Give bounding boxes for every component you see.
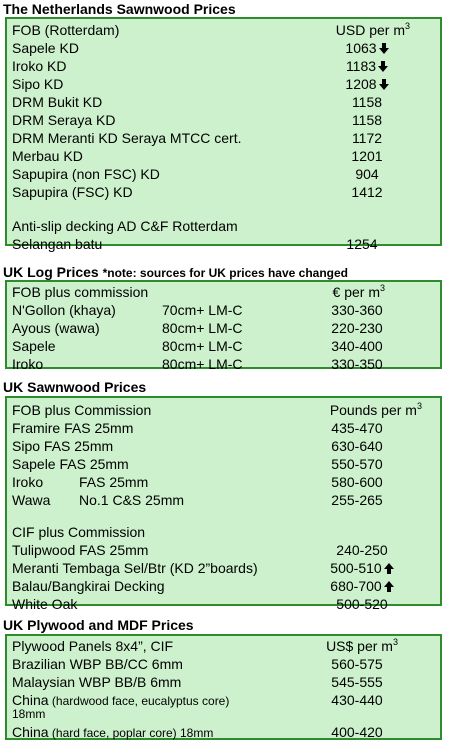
- species-name: DRM Seraya KD: [12, 112, 116, 128]
- table-row: [7, 129, 440, 147]
- species-name: DRM Meranti KD Seraya MTCC cert.: [12, 130, 242, 146]
- section-title-uk-sawnwood: UK Sawnwood Prices: [3, 379, 147, 395]
- price-value: 1063: [345, 40, 377, 56]
- species-name: Iroko: [12, 356, 44, 372]
- price-value: 255-265: [331, 492, 383, 508]
- netherlands-price-table: [5, 17, 442, 252]
- price-value: 240-250: [336, 542, 388, 558]
- species-name: Sipo FAS 25mm: [12, 438, 114, 454]
- grade-spec: 70cm+ LM-C: [162, 302, 243, 318]
- price-value: 545-555: [331, 674, 383, 690]
- uk-plywood-price-table: [5, 634, 442, 740]
- price-cell: [307, 473, 407, 491]
- price-value: 1158: [351, 112, 383, 128]
- grade-spec: No.1 C&S 25mm: [79, 492, 185, 508]
- grade-spec: 80cm+ LM-C: [162, 338, 243, 354]
- up-arrow-icon: [384, 563, 394, 574]
- price-value: 220-230: [331, 320, 383, 336]
- decking-label: Anti-slip decking AD C&F Rotterdam: [12, 218, 238, 234]
- table-row: [7, 165, 440, 183]
- table-row: [7, 75, 440, 93]
- price-cell: [307, 301, 407, 319]
- table-row: [7, 559, 440, 577]
- species-name: White Oak: [12, 596, 78, 612]
- price-cell: [307, 595, 417, 613]
- up-arrow-icon: [384, 581, 394, 592]
- species-name: Sapele: [12, 338, 56, 354]
- price-cell: [327, 93, 407, 111]
- header-unit: Pounds per $m^3$: [329, 401, 422, 418]
- price-value: 1172: [351, 130, 383, 146]
- table-row: [7, 39, 440, 57]
- species-name: Iroko: [12, 474, 44, 490]
- price-value: 1254: [346, 236, 378, 252]
- table-row: [7, 473, 440, 491]
- price-cell: [327, 57, 407, 75]
- table-row: [7, 691, 440, 707]
- cif-label: CIF plus Commission: [12, 524, 146, 540]
- table-header: [7, 637, 440, 655]
- species-name: N'Gollon (khaya): [12, 302, 116, 318]
- price-cell: [307, 355, 407, 373]
- price-cell: [327, 129, 407, 147]
- price-value: 500-520: [336, 596, 388, 612]
- species-name: Malaysian WBP BB/B 6mm: [12, 674, 182, 690]
- price-cell: [327, 183, 407, 201]
- price-cell: [327, 147, 407, 165]
- table-row: [7, 147, 440, 165]
- header-label: Plywood Panels 8x4”, CIF: [12, 638, 174, 654]
- table-row: [7, 337, 440, 355]
- table-row: [7, 355, 440, 373]
- price-cell: [307, 541, 417, 559]
- species-name: Brazilian WBP BB/CC 6mm: [12, 656, 183, 672]
- price-value: 430-440: [331, 692, 383, 708]
- species-name: China (hard face, poplar core) 18mm: [12, 724, 214, 740]
- price-value: 330-360: [331, 302, 383, 318]
- table-row: [7, 655, 440, 673]
- price-cell: [307, 455, 407, 473]
- table-row: [7, 491, 440, 509]
- table-row: [7, 319, 440, 337]
- table-row: [7, 57, 440, 75]
- table-row: [7, 673, 440, 691]
- table-header: [7, 401, 440, 419]
- species-name: Sapele KD: [12, 40, 79, 56]
- header-unit: USD per $m^3$: [335, 21, 410, 38]
- uk-log-price-table: [5, 280, 442, 372]
- price-value: 330-350: [331, 356, 383, 372]
- header-label: FOB (Rotterdam): [12, 22, 120, 38]
- uk-log-title: UK Log Prices: [3, 264, 103, 280]
- grade-spec: FAS 25mm: [79, 474, 149, 490]
- price-cell: [307, 655, 407, 673]
- decking-label-row: [7, 217, 440, 235]
- grade-spec: 80cm+ LM-C: [162, 320, 243, 336]
- section-title-netherlands: The Netherlands Sawnwood Prices: [3, 1, 236, 17]
- down-arrow-icon: [379, 43, 389, 54]
- table-header: [7, 21, 440, 39]
- price-cell: [307, 577, 417, 595]
- price-value: 435-470: [331, 420, 383, 436]
- table-row: [7, 235, 440, 253]
- species-name: Meranti Tembaga Sel/Btr (KD 2”boards): [12, 560, 258, 576]
- price-cell: [307, 337, 407, 355]
- price-value: 1183: [345, 58, 377, 74]
- price-value: 904: [355, 166, 379, 182]
- table-row-continuation: [7, 707, 440, 723]
- table-row: [7, 437, 440, 455]
- header-unit: € per $m^3$: [332, 283, 385, 300]
- price-value: 340-400: [331, 338, 383, 354]
- species-name-line2: 18mm: [12, 707, 46, 721]
- price-cell: [307, 559, 417, 577]
- section-title-uk-log: [3, 264, 348, 281]
- uk-log-note: *note: sources for UK prices have changed: [102, 266, 348, 280]
- table-row: [7, 183, 440, 201]
- header-label: FOB plus Commission: [12, 402, 152, 418]
- table-row: [7, 541, 440, 559]
- species-name: Wawa: [12, 492, 51, 508]
- price-value: 500-510: [330, 560, 382, 576]
- species-name: Framire FAS 25mm: [12, 420, 134, 436]
- species-name: Sapupira (FSC) KD: [12, 184, 133, 200]
- table-row: [7, 111, 440, 129]
- species-name: Balau/Bangkirai Decking: [12, 578, 165, 594]
- price-cell: [307, 319, 407, 337]
- table-row: [7, 595, 440, 613]
- table-header: [7, 283, 440, 301]
- species-name: DRM Bukit KD: [12, 94, 103, 110]
- species-name: China (hardwood face, eucalyptus core): [12, 692, 230, 708]
- table-row: [7, 93, 440, 111]
- down-arrow-icon: [378, 61, 388, 72]
- table-row: [7, 419, 440, 437]
- table-row: [7, 723, 440, 741]
- species-name: Tulipwood FAS 25mm: [12, 542, 149, 558]
- price-cell: [327, 111, 407, 129]
- price-cell: [307, 491, 407, 509]
- down-arrow-icon: [379, 79, 389, 90]
- species-name: Sipo KD: [12, 76, 64, 92]
- price-value: 400-420: [331, 724, 383, 740]
- price-cell: [307, 673, 407, 691]
- price-value: 550-570: [331, 456, 383, 472]
- price-cell: [307, 419, 407, 437]
- species-name: Selangan batu: [12, 236, 103, 252]
- price-value: 630-640: [331, 438, 383, 454]
- uk-sawnwood-price-table: [5, 396, 442, 612]
- price-cell: [327, 39, 407, 57]
- price-value: 1412: [351, 184, 383, 200]
- price-cell: [327, 75, 407, 93]
- grade-spec: 80cm+ LM-C: [162, 356, 243, 372]
- price-value: 580-600: [331, 474, 383, 490]
- price-value: 1158: [351, 94, 383, 110]
- price-value: 1208: [345, 76, 377, 92]
- section-title-uk-plywood: UK Plywood and MDF Prices: [3, 617, 194, 633]
- price-value: 680-700: [330, 578, 382, 594]
- table-row: [7, 577, 440, 595]
- header-unit: US$ per $m^3$: [326, 637, 398, 654]
- species-name: Iroko KD: [12, 58, 67, 74]
- price-cell: [327, 165, 407, 183]
- header-label: FOB plus commission: [12, 284, 149, 300]
- species-name: Ayous (wawa): [12, 320, 100, 336]
- price-cell: [307, 437, 407, 455]
- table-row: [7, 455, 440, 473]
- price-value: 560-575: [331, 656, 383, 672]
- species-name: Sapupira (non FSC) KD: [12, 166, 160, 182]
- cif-label-row: [7, 523, 440, 541]
- price-value: 1201: [351, 148, 383, 164]
- species-name: Merbau KD: [12, 148, 83, 164]
- species-name: Sapele FAS 25mm: [12, 456, 129, 472]
- table-row: [7, 301, 440, 319]
